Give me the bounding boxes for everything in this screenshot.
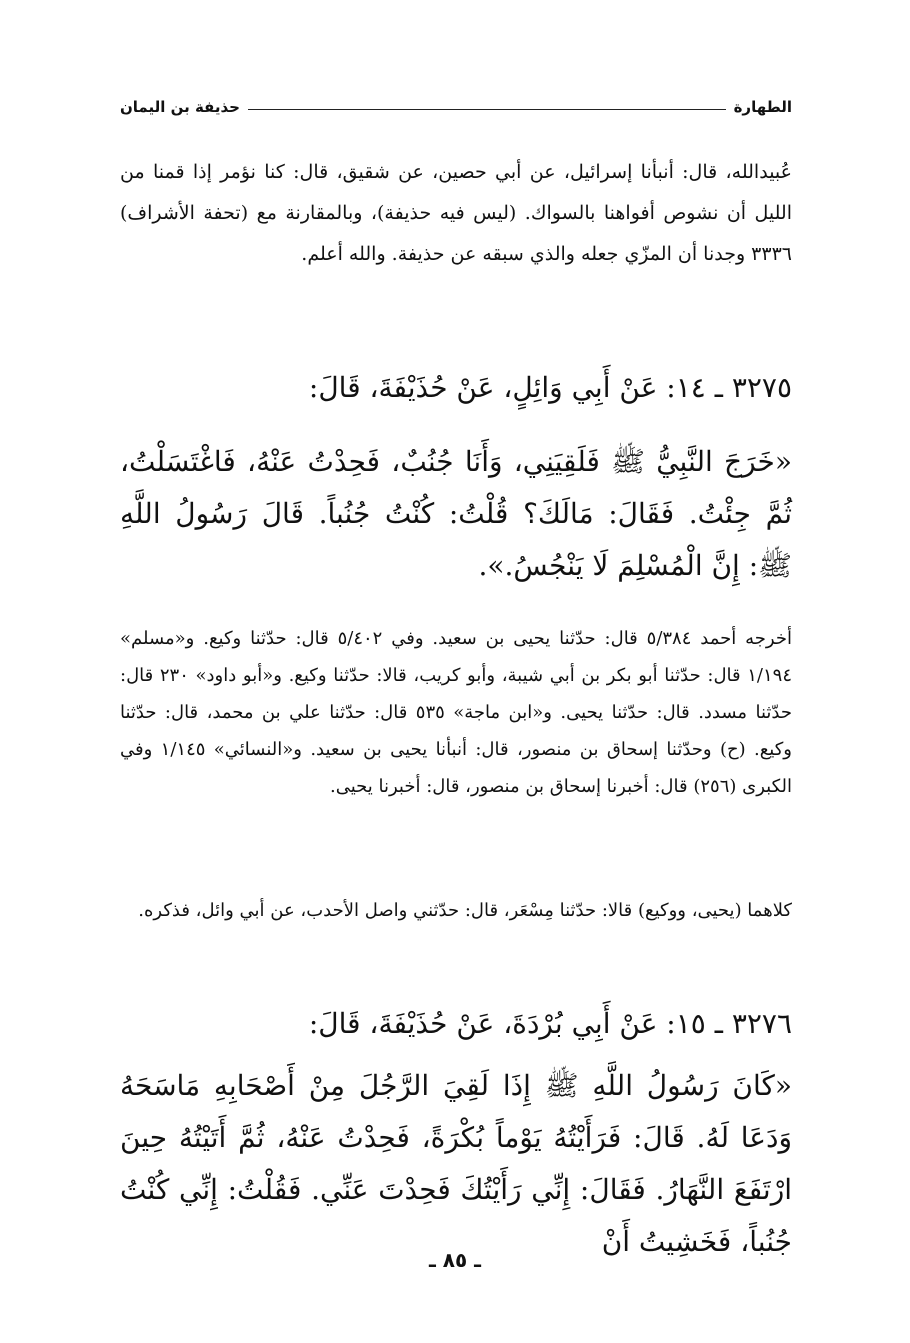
hadith-3275-text: «خَرَجَ النَّبِيُّ ﷺ فَلَقِيَنِي، وَأَنَا جُنُبٌ، فَحِدْتُ عَنْهُ، فَاغْتَسَلْتُ، ثُمَّ جِئْتُ. فَقَالَ: مَالَكَ؟ قُلْتُ: كُنْتُ جُنُباً. قَالَ رَسُولُ اللَّهِ ﷺ: إِنَّ الْمُسْلِمَ لَا يَنْجُسُ.».	[120, 445, 792, 582]
commentary-paragraph: عُبيدالله، قال: أنبأنا إسرائيل، عن أبي حصين، عن شقيق، قال: كنا نؤمر إذا قمنا من الليل أن نشوص أفواهنا بالسواك. (ليس فيه حذيفة)، وبالمقارنة مع (تحفة الأشراف) ٣٣٣٦ وجدنا أن المزّي جعله والذي سبقه عن حذيفة. والله أعلم.	[120, 161, 792, 265]
chapter-title: حذيفة بن اليمان	[120, 98, 240, 116]
hadith-3275-takhrij-summary: كلاهما (يحيى، ووكيع) قالا: حدّثنا مِسْعَر، قال: حدّثني واصل الأحدب، عن أبي وائل، فذكره.	[138, 900, 792, 921]
header-rule	[248, 109, 726, 110]
running-header	[120, 88, 792, 116]
hadith-3275-heading: ٣٢٧٥ ـ ١٤: عَنْ أَبِي وَائِلٍ، عَنْ حُذَيْفَةَ، قَالَ:	[308, 371, 792, 404]
section-title: الطهارة	[733, 98, 792, 116]
hadith-3275-takhrij: أخرجه أحمد ٥/٣٨٤ قال: حدّثنا يحيى بن سعيد. وفي ٥/٤٠٢ قال: حدّثنا وكيع. و«مسلم» ١/١٩٤ قال: حدّثنا أبو بكر بن أبي شيبة، وأبو كريب، قالا: حدّثنا وكيع. و«أبو داود» ٢٣٠ قال: حدّثنا مسدد. قال: حدّثنا يحيى. و«ابن ماجة» ٥٣٥ قال: حدّثنا علي بن محمد، قال: حدّثنا وكيع. (ح) وحدّثنا إسحاق بن منصور، قال: أنبأنا يحيى بن سعيد. و«النسائي» ١/١٤٥ وفي الكبرى (٢٥٦) قال: أخبرنا إسحاق بن منصور، قال: أخبرنا يحيى.	[120, 628, 792, 797]
hadith-3276-heading: ٣٢٧٦ ـ ١٥: عَنْ أَبِي بُرْدَةَ، عَنْ حُذَيْفَةَ، قَالَ:	[308, 1007, 792, 1040]
hadith-3276-text: «كَانَ رَسُولُ اللَّهِ ﷺ إِذَا لَقِيَ الرَّجُلَ مِنْ أَصْحَابِهِ مَاسَحَهُ وَدَعَا لَهُ. قَالَ: فَرَأَيْتُهُ يَوْماً بُكْرَةً، فَحِدْتُ عَنْهُ، ثُمَّ أَتَيْتُهُ حِينَ ارْتَفَعَ النَّهَارُ. فَقَالَ: إِنِّي رَأَيْتُكَ فَحِدْتَ عَنِّي. فَقُلْتُ: إِنِّي كُنْتُ جُنُباً، فَخَشِيتُ أَنْ	[120, 1069, 792, 1258]
page-number: ـ ٨٥ ـ	[428, 1248, 482, 1272]
